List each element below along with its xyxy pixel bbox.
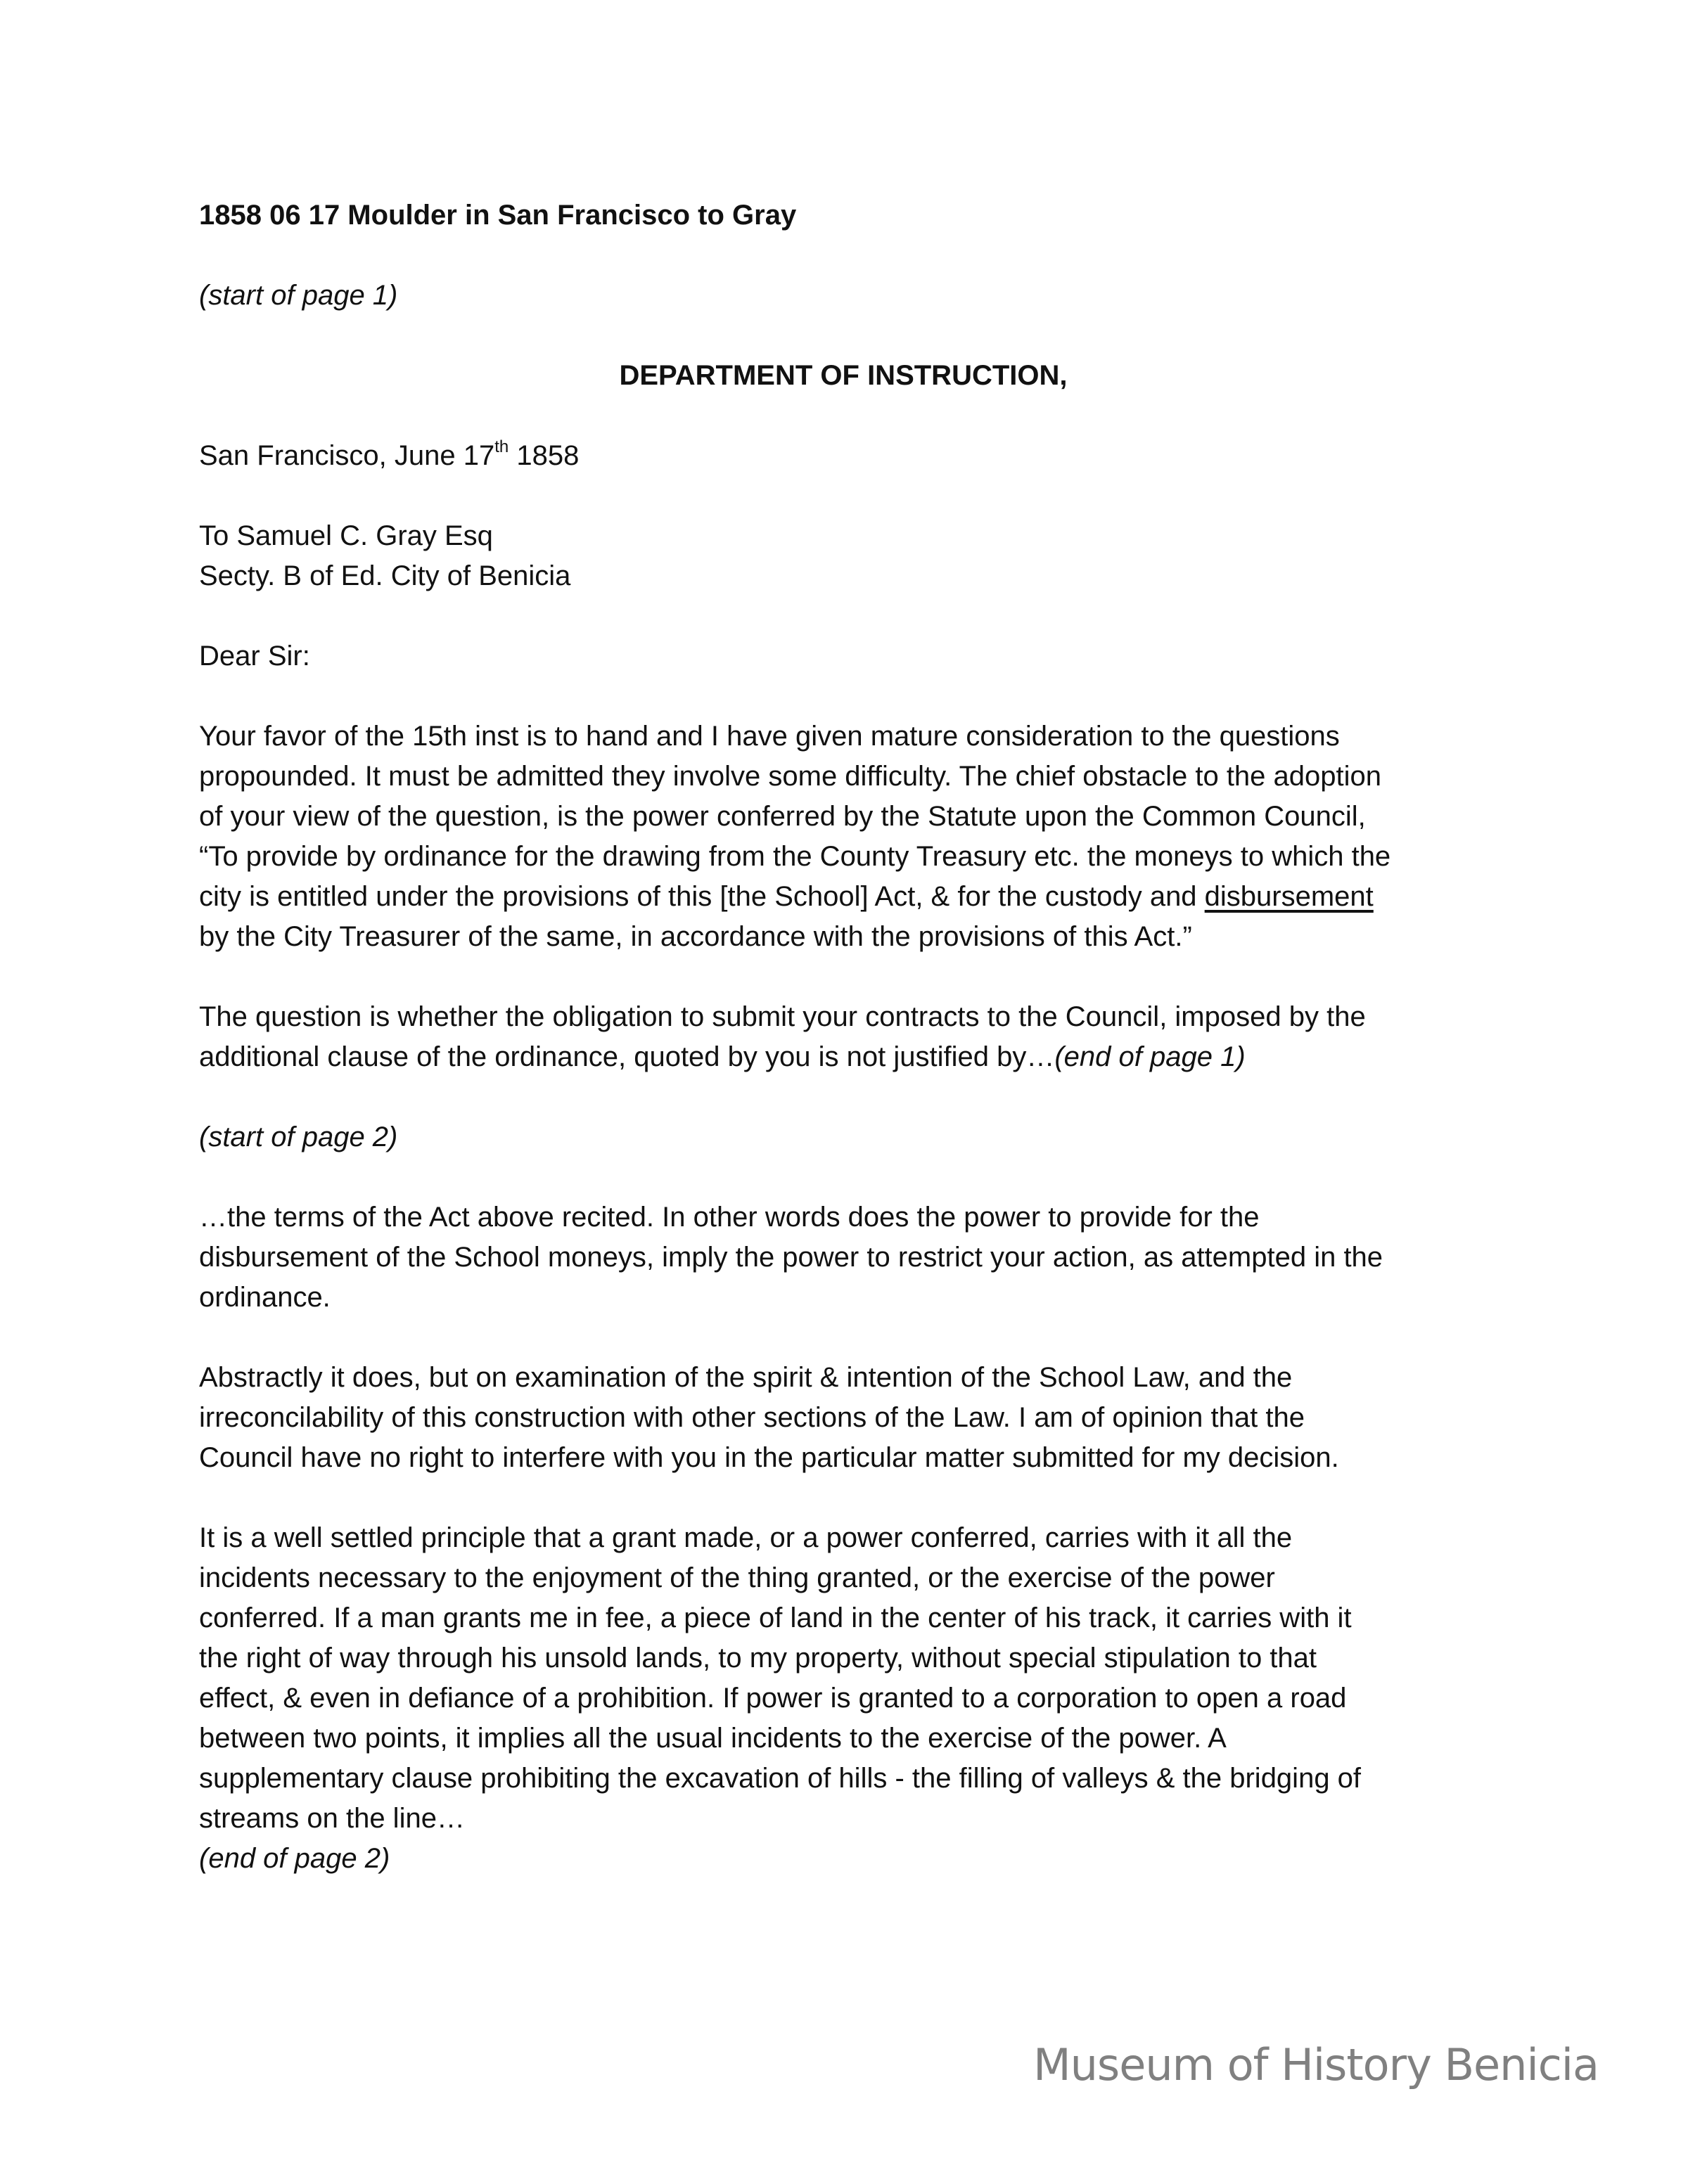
- text-line: It is a well settled principle that a grant made, or a power conferred, carries with it all the: [199, 1522, 1293, 1553]
- text-line: between two points, it implies all the usual incidents to the exercise of the power. A: [199, 1723, 1227, 1754]
- text-line: Your favor of the 15th inst is to hand and I have given mature consideration to the questions: [199, 721, 1340, 752]
- text-line: ordinance.: [199, 1282, 331, 1313]
- text-line: Council have no right to interfere with you in the particular matter submitted for my decision.: [199, 1442, 1339, 1473]
- text-line: The question is whether the obligation to submit your contracts to the Council, imposed by the: [199, 1001, 1366, 1032]
- paragraph-4: [199, 1358, 1535, 1478]
- page-marker-start-2: (start of page 2): [199, 1122, 398, 1152]
- paragraph-5: [199, 1518, 1535, 1839]
- text-line: streams on the line…: [199, 1803, 465, 1834]
- text-line: the right of way through his unsold lands, to my property, without special stipulation to that: [199, 1643, 1317, 1674]
- paragraph-1: [199, 717, 1535, 957]
- text-line: conferred. If a man grants me in fee, a piece of land in the center of his track, it carries with it: [199, 1602, 1352, 1633]
- paragraph-2: [199, 997, 1535, 1077]
- text-line: incidents necessary to the enjoyment of the thing granted, or the exercise of the power: [199, 1562, 1275, 1593]
- dateline-text: San Francisco, June 17: [199, 440, 495, 471]
- page-marker-end-2: (end of page 2): [199, 1843, 390, 1874]
- text-line: …the terms of the Act above recited. In other words does the power to provide for the: [199, 1202, 1260, 1233]
- text-line: propounded. It must be admitted they involve some difficulty. The chief obstacle to the adoption: [199, 761, 1382, 792]
- text-line: irreconcilability of this construction with other sections of the Law. I am of opinion that the: [199, 1402, 1305, 1433]
- text-span: additional clause of the ordinance, quoted by you is not justified by…: [199, 1041, 1055, 1072]
- page-marker-start-1: (start of page 1): [199, 280, 398, 311]
- text-line: by the City Treasurer of the same, in accordance with the provisions of this Act.”: [199, 921, 1192, 952]
- letter-transcription: [199, 195, 1535, 1879]
- text-line: supplementary clause prohibiting the excavation of hills - the filling of valleys & the bridging of: [199, 1763, 1362, 1794]
- page-marker-end-1: (end of page 1): [1054, 1041, 1246, 1072]
- address-line: Secty. B of Ed. City of Benicia: [199, 560, 571, 591]
- text-line: Abstractly it does, but on examination of the spirit & intention of the School Law, and the: [199, 1362, 1293, 1393]
- dateline: [199, 436, 1535, 476]
- paragraph-3: [199, 1197, 1535, 1318]
- dateline-ordinal: th: [494, 437, 509, 456]
- document-title: 1858 06 17 Moulder in San Francisco to Gray: [199, 200, 797, 231]
- underlined-word: disbursement: [1204, 881, 1374, 912]
- museum-watermark: Museum of History Benicia: [1033, 2039, 1599, 2090]
- salutation: Dear Sir:: [199, 641, 310, 672]
- address-line: To Samuel C. Gray Esq: [199, 520, 493, 551]
- letterhead: DEPARTMENT OF INSTRUCTION,: [619, 360, 1068, 391]
- dateline-year: 1858: [509, 440, 580, 471]
- text-line: disbursement of the School moneys, imply the power to restrict your action, as attempted in the: [199, 1242, 1383, 1273]
- text-line: [199, 1037, 1535, 1077]
- text-line: [199, 877, 1535, 917]
- text-line: of your view of the question, is the power conferred by the Statute upon the Common Council,: [199, 801, 1366, 832]
- text-line: “To provide by ordinance for the drawing from the County Treasury etc. the moneys to which the: [199, 841, 1391, 872]
- text-span: city is entitled under the provisions of this [the School] Act, & for the custody and: [199, 881, 1205, 912]
- text-line: effect, & even in defiance of a prohibition. If power is granted to a corporation to open a road: [199, 1683, 1347, 1714]
